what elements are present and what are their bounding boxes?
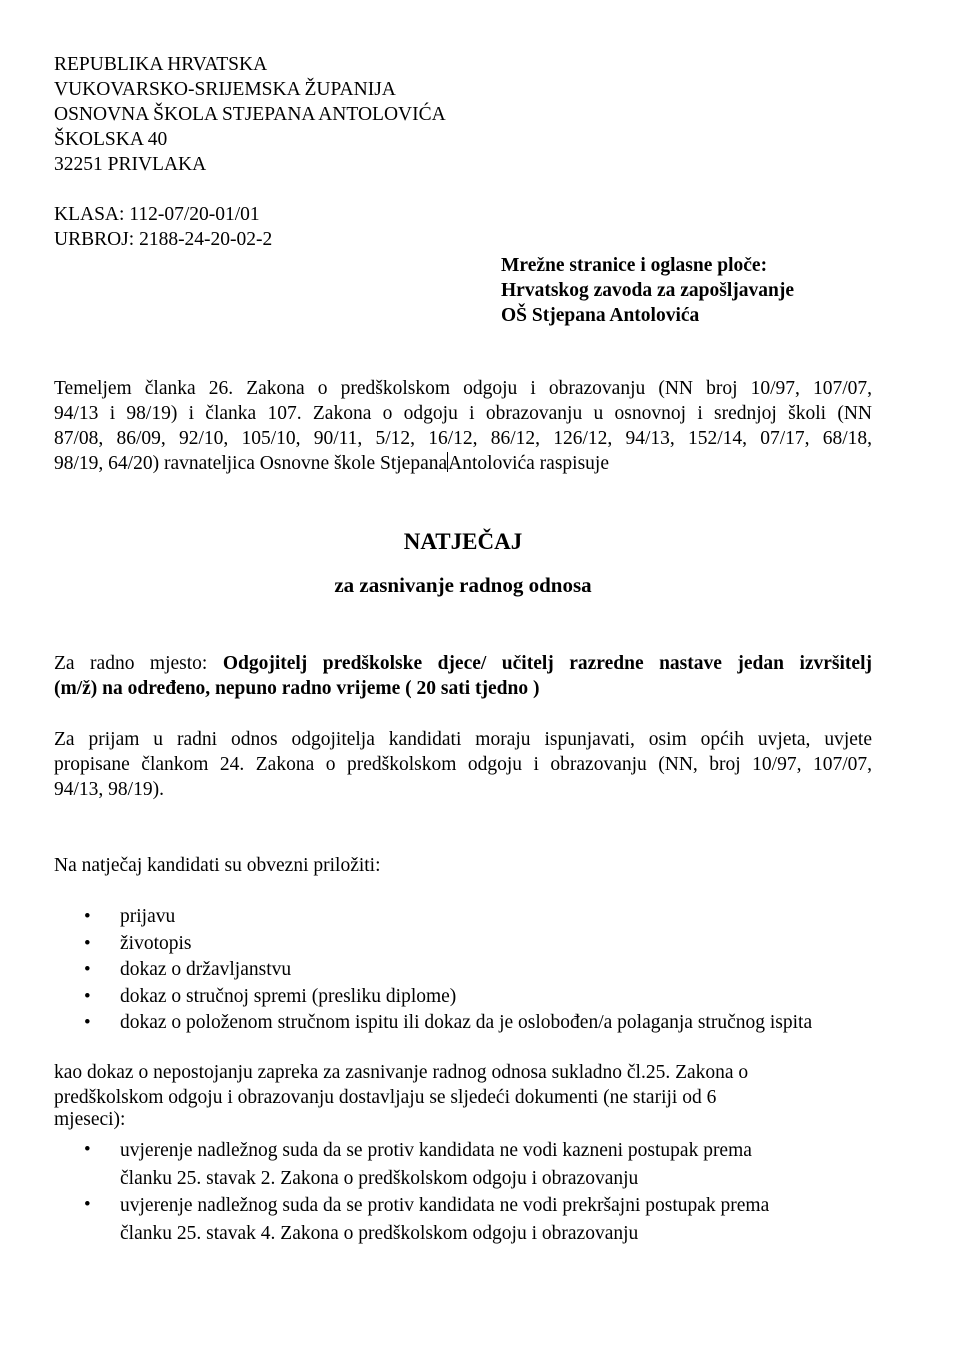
requirements-paragraph (54, 727, 872, 802)
bullet: • (84, 959, 91, 980)
intro-line: Temeljem članka 26. Zakona o predškolskom odgoju i obrazovanju (NN broj 10/97, 107/07, (54, 378, 872, 399)
intro-line: 94/13 i 98/19) i članka 107. Zakona o odgoju i obrazovanju u osnovnoj i srednjoj školi (NN (54, 403, 872, 424)
intro-paragraph (54, 376, 872, 476)
recipient-block (501, 253, 794, 328)
proof-line: mjeseci): (54, 1109, 126, 1130)
header-school-name: OSNOVNA ŠKOLA STJEPANA ANTOLOVIĆA (54, 104, 446, 125)
intro-line-last (54, 451, 872, 476)
proof-line: kao dokaz o nepostojanju zapreka za zasnivanje radnog odnosa sukladno čl.25. Zakona o (54, 1062, 749, 1083)
bullet: • (84, 1012, 91, 1033)
requirements-line: propisane člankom 24. Zakona o predškolskom odgoju i obrazovanju (NN, broj 10/97, 107/07, (54, 754, 872, 775)
intro-text-before-caret: 98/19, 64/20) ravnateljica Osnovne škole Stjepana (54, 453, 448, 474)
intro-text-after-caret: Antolovića raspisuje (448, 453, 609, 474)
recipient-line: OŠ Stjepana Antolovića (501, 305, 700, 326)
list-item-text (120, 1192, 769, 1248)
klasa: KLASA: 112-07/20-01/01 (54, 204, 260, 225)
reference-block (54, 202, 272, 252)
document-title: NATJEČAJ (403, 529, 523, 554)
document-subtitle: za zasnivanje radnog odnosa (334, 573, 592, 597)
header-county: VUKOVARSKO-SRIJEMSKA ŽUPANIJA (54, 79, 396, 100)
list-item-line: članku 25. stavak 2. Zakona o predškolskom odgoju i obrazovanju (120, 1168, 639, 1189)
list-item-text: dokaz o stručnoj spremi (presliku diplome) (120, 986, 457, 1007)
list-item-text: prijavu (120, 906, 176, 927)
school-header (54, 52, 446, 177)
bullet: • (84, 986, 91, 1007)
requirements-line: Za prijam u radni odnos odgojitelja kandidati moraju ispunjavati, osim općih uvjeta, uvjete (54, 729, 872, 750)
requirements-line: 94/13, 98/19). (54, 779, 164, 800)
recipient-line: Hrvatskog zavoda za zapošljavanje (501, 280, 795, 301)
intro-line: 87/08, 86/09, 92/10, 105/10, 90/11, 5/12, 16/12, 86/12, 126/12, 94/13, 152/14, 07/17, 68/18, (54, 428, 872, 449)
bullet: • (84, 1194, 91, 1215)
position-title-part1: Odgojitelj predškolske djece/ učitelj razredne nastave jedan izvršitelj (222, 653, 872, 674)
proof-line: predškolskom odgoju i obrazovanju dostavljaju se sljedeći dokumenti (ne stariji od 6 (54, 1087, 717, 1108)
bullet: • (84, 906, 91, 927)
header-country: REPUBLIKA HRVATSKA (54, 54, 268, 75)
header-city: 32251 PRIVLAKA (54, 154, 207, 175)
position-line (54, 651, 872, 676)
position-paragraph (54, 651, 872, 701)
list-item-text: životopis (120, 933, 192, 954)
proof-paragraph (54, 1060, 748, 1130)
bullet: • (84, 1139, 91, 1160)
bullet: • (84, 933, 91, 954)
list-item-line: članku 25. stavak 4. Zakona o predškolskom odgoju i obrazovanju (120, 1223, 639, 1244)
documents-intro: Na natječaj kandidati su obvezni priložiti: (54, 855, 381, 876)
list-item-text: dokaz o državljanstvu (120, 959, 292, 980)
urbroj: URBROJ: 2188-24-20-02-2 (54, 229, 273, 250)
list-item-line: uvjerenje nadležnog suda da se protiv kandidata ne vodi kazneni postupak prema (120, 1140, 752, 1161)
list-item-text (120, 1137, 752, 1193)
recipient-line: Mrežne stranice i oglasne ploče: (501, 255, 768, 276)
position-prefix: Za radno mjesto: (54, 653, 223, 674)
list-item-text: dokaz o položenom stručnom ispitu ili dokaz da je oslobođen/a polaganja stručnog ispita (120, 1012, 813, 1033)
list-item-line: uvjerenje nadležnog suda da se protiv kandidata ne vodi prekršajni postupak prema (120, 1195, 770, 1216)
position-title-part2: (m/ž) na određeno, nepuno radno vrijeme ( 20 sati tjedno ) (54, 678, 540, 699)
header-street: ŠKOLSKA 40 (54, 129, 168, 150)
